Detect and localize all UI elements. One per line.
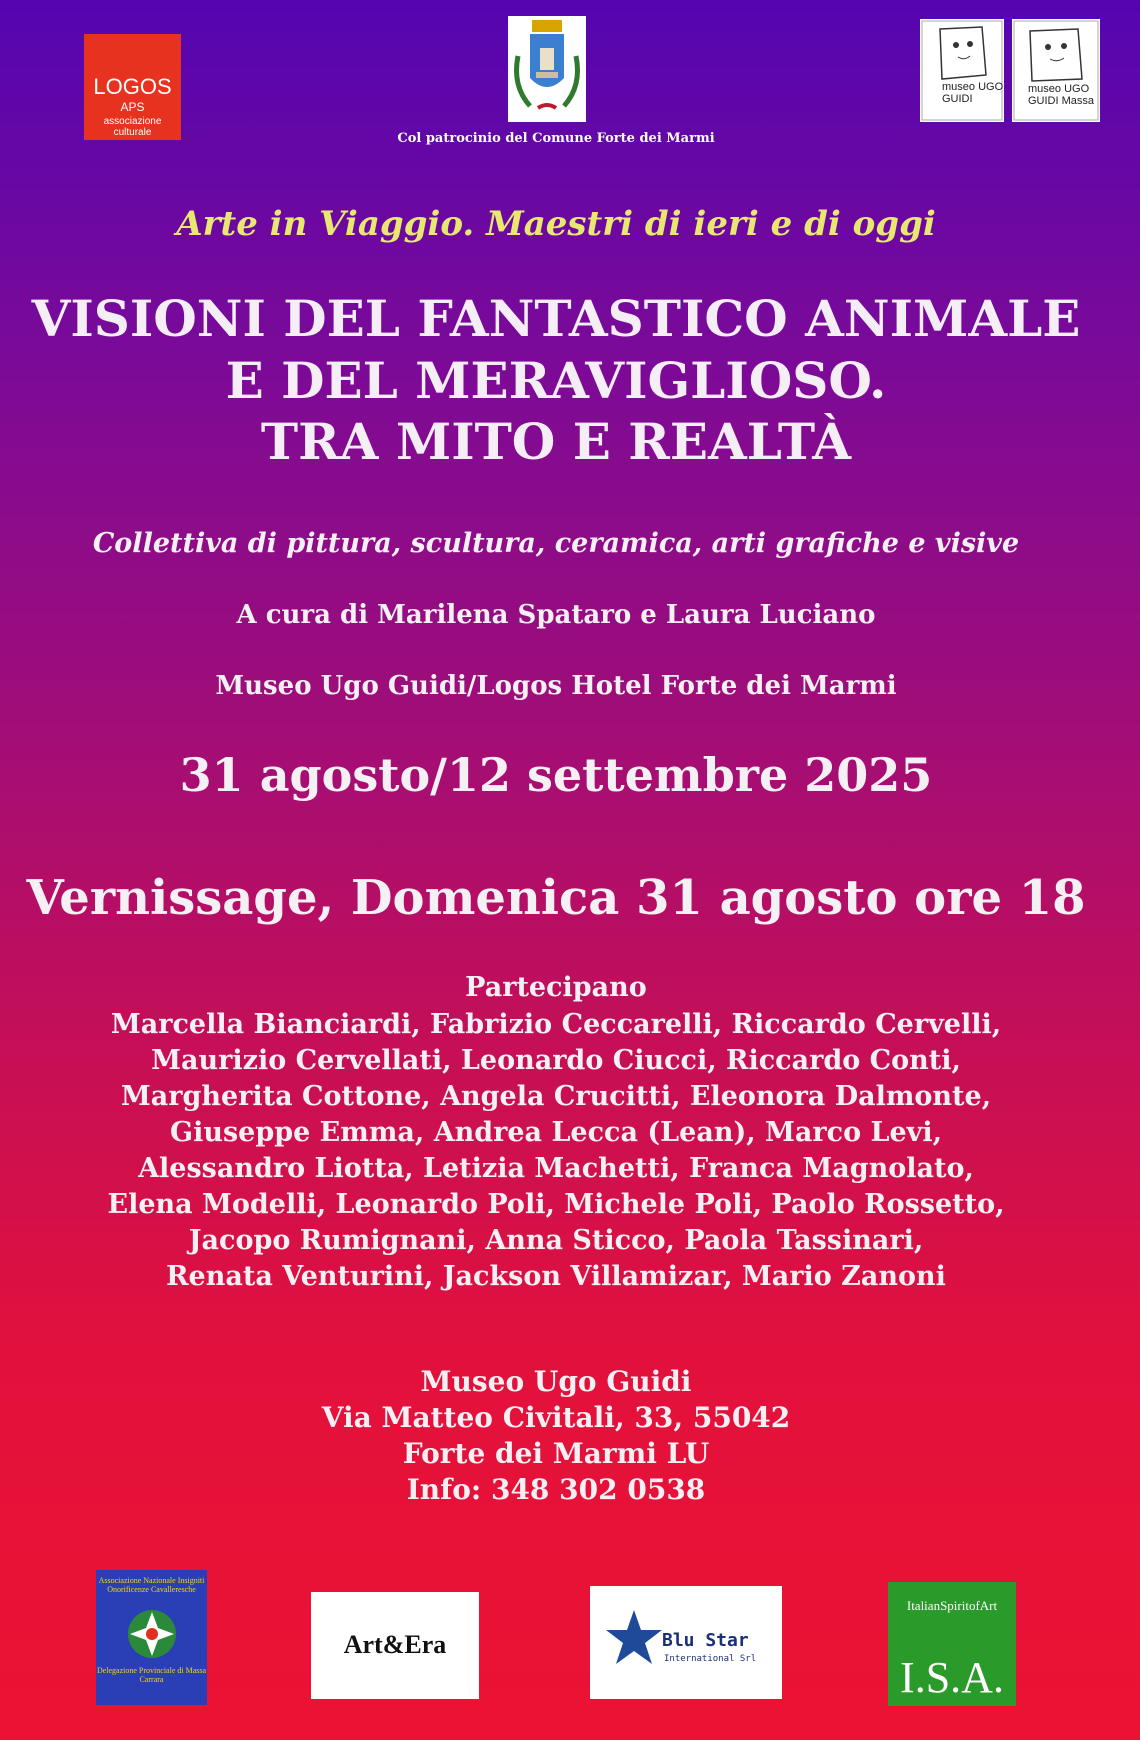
participants-line: Marcella Bianciardi, Fabrizio Ceccarelli, Riccardo Cervelli, [110,1009,1002,1040]
ugo-guidi-logo-text: museo UGO GUIDI [942,81,1004,105]
blu-star-logo-subtitle: International Srl [664,1654,757,1664]
isa-logo-acronym: I.S.A. [900,1653,1004,1702]
participants-line: Margherita Cottone, Angela Crucitti, Eleonora Dalmonte, [120,1081,992,1112]
participants-line: Giuseppe Emma, Andrea Lecca (Lean), Marco Levi, [170,1117,942,1148]
blu-star-logo-name: Blu Star [662,1630,749,1651]
forte-dei-marmi-crest-logo [508,16,586,122]
venue-name: Museo Ugo Guidi [420,1365,692,1398]
logos-logo-word: LOGOS [93,74,172,99]
ugo-guidi-figure-icon [920,19,1004,122]
venue-city: Forte dei Marmi LU [402,1437,710,1470]
participants-line: Maurizio Cervellati, Leonardo Ciucci, Riccardo Conti, [151,1045,961,1076]
crest-icon [508,16,586,122]
isa-logo [888,1582,1016,1706]
participants-line: Renata Venturini, Jackson Villamizar, Mario Zanoni [166,1261,946,1292]
participants-heading: Partecipano [465,972,647,1003]
curators-line: A cura di Marilena Spataro e Laura Luciano [236,600,876,630]
logos-logo-tagline: associazione culturale [103,116,162,138]
museo-ugo-guidi-massa-logo [1012,19,1100,122]
star-icon [604,1608,664,1668]
patronage-text: Col patrocinio del Comune Forte dei Marmi [397,131,715,146]
artera-logo [311,1592,479,1699]
series-title: Arte in Viaggio. Maestri di ieri e di oggi [176,204,936,244]
participants-line: Elena Modelli, Leonardo Poli, Michele Poli, Paolo Rossetto, [107,1189,1005,1220]
venue-street: Via Matteo Civitali, 33, 55042 [321,1401,791,1434]
participants-line: Jacopo Rumignani, Anna Sticco, Paola Tassinari, [188,1225,924,1256]
logos-aps-logo [84,34,181,140]
info-phone: Info: 348 302 0538 [406,1473,706,1506]
maltese-cross-icon [126,1608,178,1660]
main-title-line-1: VISIONI DEL FANTASTICO ANIMALE [31,289,1081,348]
participants-list [0,1007,1112,1295]
ugo-guidi-massa-logo-text: museo UGO GUIDI Massa [1028,83,1095,107]
vernissage-line: Vernissage, Domenica 31 agosto ore 18 [26,870,1086,926]
blu-star-logo [590,1586,782,1699]
venue-line: Museo Ugo Guidi/Logos Hotel Forte dei Marmi [215,671,897,701]
exhibition-subtitle: Collettiva di pittura, scultura, ceramica, arti grafiche e visive [92,528,1020,559]
logos-logo-aps: APS [120,100,145,114]
participants-line: Alessandro Liotta, Letizia Machetti, Franca Magnolato, [138,1153,974,1184]
anioc-logo-top-text: Associazione Nazionale Insigniti Onorificenze Cavalleresche [98,1576,205,1594]
isa-logo-name: ItalianSpiritofArt [906,1598,998,1613]
museo-ugo-guidi-logo [920,19,1004,122]
anioc-logo-bottom-text: Delegazione Provinciale di Massa Carrara [96,1666,207,1684]
anioc-logo [96,1570,207,1705]
exhibition-dates: 31 agosto/12 settembre 2025 [179,748,933,802]
main-title-line-2: E DEL MERAVIGLIOSO. [225,351,887,410]
venue-address-block [0,1364,1112,1508]
artera-logo-text: Art&Era [343,1630,447,1659]
main-title-line-3: TRA MITO E REALTÀ [260,412,852,471]
